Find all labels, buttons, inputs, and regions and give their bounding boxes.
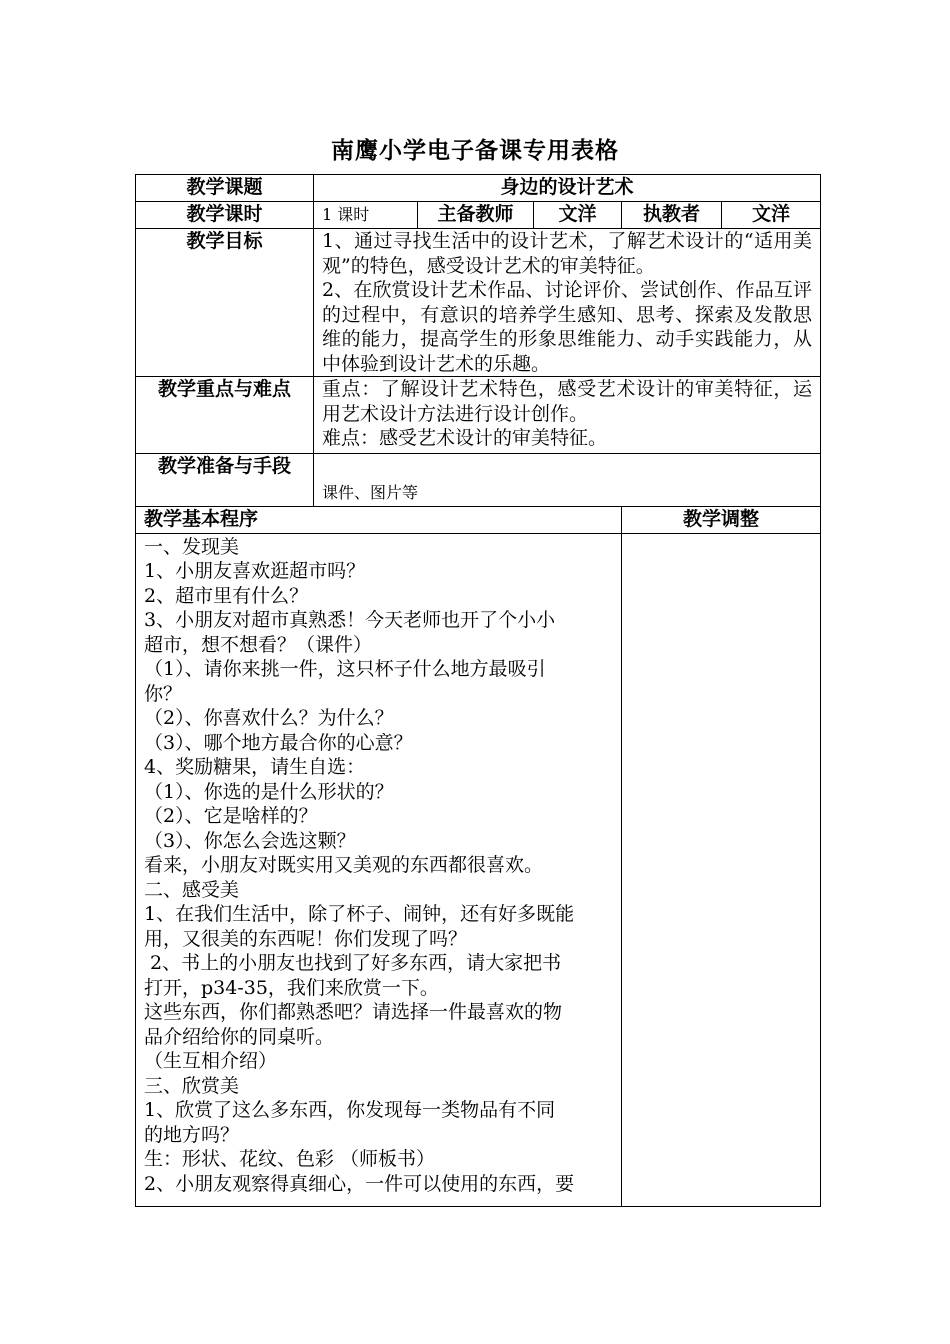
procedure-line: （2）、它是啥样的？ <box>144 805 318 827</box>
procedure-line: 你？ <box>144 682 183 705</box>
prep-row <box>136 454 821 507</box>
goals-label: 教学目标 <box>136 229 314 377</box>
key-points-content <box>314 377 821 454</box>
main-teacher-value: 文洋 <box>534 202 622 229</box>
procedure-line: 三、欣赏美 <box>144 1074 240 1097</box>
procedure-line: （1）、请你来挑一件，这只杯子什么地方最吸引 <box>144 658 546 680</box>
procedure-line: （3）、哪个地方最合你的心意？ <box>144 731 413 754</box>
procedure-label: 教学基本程序 <box>136 506 622 533</box>
procedure-line: 的地方吗？ <box>144 1123 240 1146</box>
procedure-line: 用，又很美的东西呢！你们发现了吗？ <box>144 927 468 950</box>
procedure-body-row <box>136 533 821 1206</box>
key-point-line: 难点：感受艺术设计的审美特征。 <box>322 427 608 449</box>
procedure-line: 生：形状、花纹、色彩 （师板书） <box>144 1148 436 1170</box>
procedure-line: 1、欣赏了这么多东西，你发现每一类物品有不同 <box>144 1099 556 1121</box>
procedure-line: 二、感受美 <box>144 878 240 901</box>
lesson-row <box>136 202 821 229</box>
adjust-label: 教学调整 <box>622 506 821 533</box>
goal-line: 2、在欣赏设计艺术作品、讨论评价、尝试创作、作品互评的过程中，有意识的培养学生感知、思考、探索及发散思维的能力，提高学生的形象思维能力、动手实践能力，从中体验到设计艺术的乐趣。 <box>322 279 813 375</box>
procedure-line: 2、书上的小朋友也找到了好多东西，请大家把书 <box>144 952 562 974</box>
procedure-line: 2、小朋友观察得真细心，一件可以使用的东西，要 <box>144 1172 575 1195</box>
procedure-line: （生互相介绍） <box>144 1050 278 1072</box>
procedure-line: （2）、你喜欢什么？为什么？ <box>144 707 394 729</box>
procedure-line: 品介绍给你的同桌听。 <box>144 1025 335 1048</box>
lesson-plan-table <box>135 174 821 1207</box>
procedure-line: 打开，p34-35，我们来欣赏一下。 <box>144 976 439 999</box>
key-point-line: 重点：了解设计艺术特色，感受艺术设计的审美特征，运用艺术设计方法进行设计创作。 <box>322 378 813 425</box>
procedure-line: 3、小朋友对超市真熟悉！今天老师也开了个小小 <box>144 609 556 631</box>
topic-label: 教学课题 <box>136 175 314 202</box>
document-title: 南鹰小学电子备课专用表格 <box>331 138 619 164</box>
procedure-line: 看来，小朋友对既实用又美观的东西都很喜欢。 <box>144 854 544 876</box>
procedure-line: 这些东西，你们都熟悉吧？请选择一件最喜欢的物 <box>144 1001 563 1023</box>
procedure-line: 1、小朋友喜欢逛超市吗？ <box>144 560 366 582</box>
topic-value: 身边的设计艺术 <box>314 175 821 202</box>
goals-content <box>314 229 821 377</box>
main-teacher-label: 主备教师 <box>418 202 534 229</box>
executor-value: 文洋 <box>722 202 821 229</box>
procedure-line: 一、发现美 <box>144 535 240 558</box>
key-points-label: 教学重点与难点 <box>136 377 314 454</box>
goal-line: 1、通过寻找生活中的设计艺术，了解艺术设计的“适用美观”的特色，感受设计艺术的审美特征。 <box>322 230 813 277</box>
key-points-row <box>136 377 821 454</box>
procedure-content <box>136 533 622 1206</box>
procedure-line: （3）、你怎么会选这颗？ <box>144 829 356 852</box>
topic-row <box>136 175 821 202</box>
procedure-line: 超市，想不想看？（课件） <box>144 633 373 656</box>
procedure-header-row <box>136 506 821 533</box>
prep-label: 教学准备与手段 <box>136 454 314 507</box>
procedure-line: 2、超市里有什么？ <box>144 584 309 607</box>
adjust-content <box>622 533 821 1206</box>
procedure-line: （1）、你选的是什么形状的？ <box>144 780 394 803</box>
lesson-hours-value: 1 课时 <box>314 202 418 229</box>
procedure-line: 4、奖励糖果，请生自选： <box>144 756 366 778</box>
executor-label: 执教者 <box>622 202 722 229</box>
procedure-line: 1、在我们生活中，除了杯子、闹钟，还有好多既能 <box>144 903 575 925</box>
prep-value: 课件、图片等 <box>314 454 821 507</box>
goals-row <box>136 229 821 377</box>
lesson-hours-label: 教学课时 <box>136 202 314 229</box>
